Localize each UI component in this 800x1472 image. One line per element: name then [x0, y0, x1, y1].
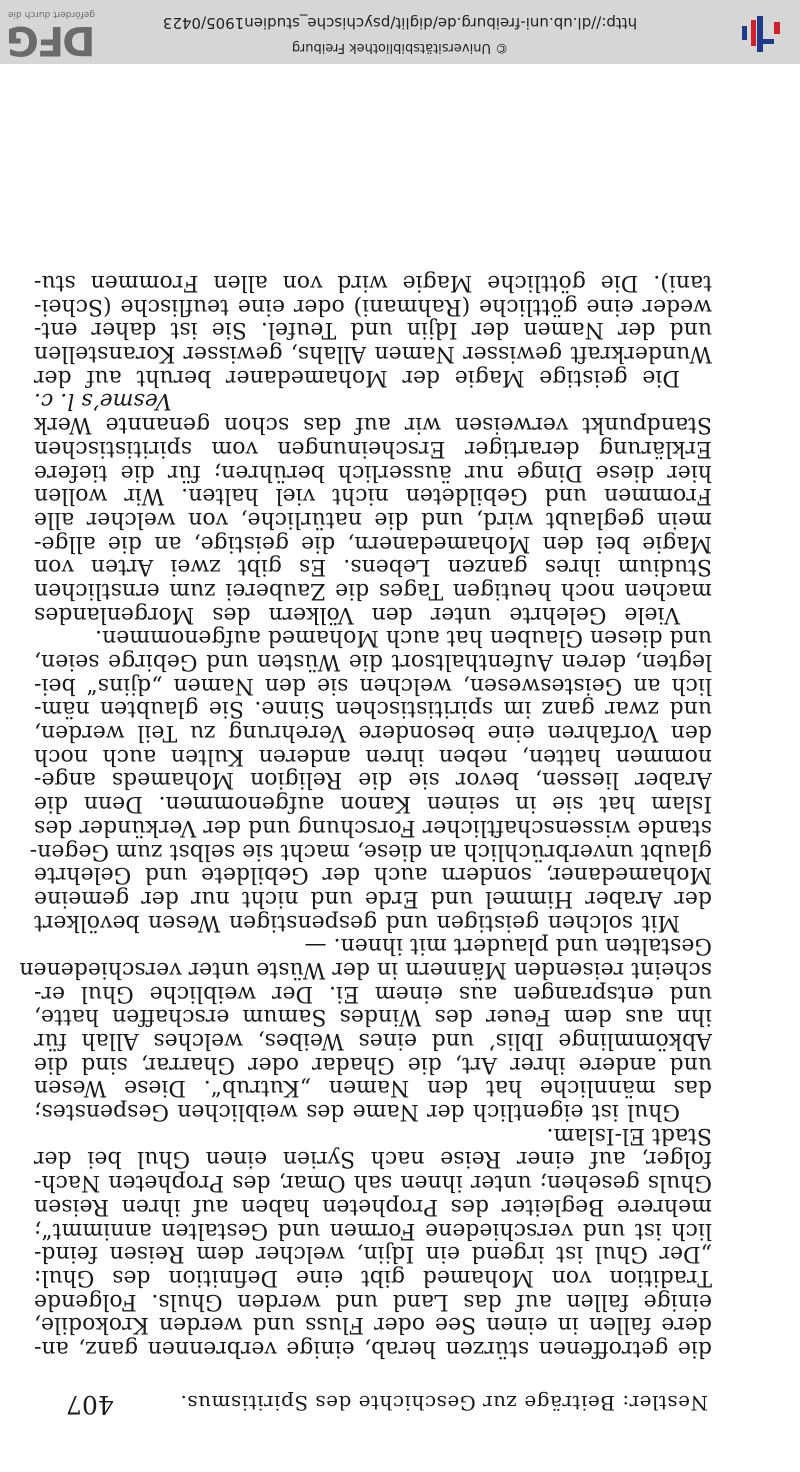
- running-title: Nestler: Beiträge zur Geschichte des Spiritismus.: [180, 1391, 708, 1415]
- text-line: den Vorfahren eine besondere Verehrung zu Teil werden,: [34, 720, 712, 746]
- text-line: Abkömmlinge Iblis’ und eines Weibes, welches Allah für: [34, 1028, 712, 1054]
- text-line: stande wissenschaftlicher Forschung und der Verkünder des: [34, 814, 712, 840]
- text-line: hier diese Dinge nur äusserlich berühren; für die tiefere: [34, 459, 712, 485]
- dfg-letters: DFG: [8, 17, 96, 63]
- text-line: Gestalten und plaudert mit ihnen. —: [304, 933, 712, 959]
- text-line: lich ist und verschiedene Formen und Gestalten annimmt“;: [34, 1217, 712, 1243]
- text-line: Erklärung derartiger Erscheinungen vom spiritistischen: [34, 435, 712, 461]
- text-line: Ghuls gesehen; unter ihnen sah Omar, des Propheten Nach-: [34, 1170, 712, 1196]
- text-line: Wunderkraft gewisser Namen Allahs, gewisser Koranstellen: [34, 341, 712, 367]
- text-line: nommen hatten, neben ihren anderen Kulten auch noch: [34, 743, 712, 769]
- text-line: Studium ihres ganzen Lebens. Es gibt zwei Arten von: [34, 554, 712, 580]
- dfg-tagline: gefördert durch die: [8, 9, 95, 19]
- text-line: einige fallen auf das Land und werden Ghuls. Folgende: [34, 1288, 712, 1314]
- text-line: und entsprangen aus einem Ei. Der weibliche Ghul er-: [34, 980, 712, 1006]
- running-head: [46, 1383, 746, 1423]
- dfg-logo: [8, 4, 100, 63]
- text-line: Frommen und Gebildeten nicht viel halten. Wir wollen: [34, 483, 712, 509]
- text-line: Magie bei den Mohamedanern, die geistige, an die allge-: [34, 530, 712, 556]
- text-line: das männliche hat den Namen „Kutrub“. Diese Wesen: [34, 1075, 712, 1101]
- text-line: Stadt El-Islam.: [546, 1122, 712, 1148]
- text-line: ihn aus dem Feuer des Windes Samum erschaffen hatte,: [34, 1004, 712, 1030]
- source-url-link[interactable]: http://dl.ub.uni-freiburg.de/diglit/psychische_studien1905/0423: [162, 14, 638, 32]
- text-line: und der Namen der Idjin und Teufel. Sie ist daher ent-: [34, 317, 712, 343]
- text-line: Tradition von Mohamed gibt eine Definition des Ghul:: [34, 1264, 712, 1290]
- page-number: 407: [66, 1390, 114, 1419]
- text-line: Vesme’s l. c.: [34, 388, 172, 414]
- text-line: Standpunkt verweisen wir auf das schon genannte Werk: [34, 412, 712, 438]
- body-text: [19, 270, 712, 1361]
- text-line: der Araber Himmel und Erde und nicht nur der gemeine: [34, 885, 712, 911]
- text-line: Araber liessen, bevor sie die Religion Mohameds ange-: [34, 767, 712, 793]
- footer-text: [118, 10, 682, 58]
- text-line: folger, auf einer Reise nach Syrien einen Ghul bei der: [34, 1146, 712, 1172]
- text-line: glaubt unverbrüchlich an diese, macht sie selbst zum Gegen-: [29, 838, 712, 864]
- text-line: Viele Gelehrte unter den Völkern des Morgenlandes: [34, 601, 680, 627]
- text-line: dere fallen in einen See oder Fluss und werden Krokodile,: [34, 1312, 712, 1338]
- text-line: mehrere Begleiter des Propheten haben auf ihren Reisen: [34, 1193, 712, 1219]
- ub-freiburg-logo-icon: [738, 14, 782, 54]
- text-line: Mit solchen geistigen und gespenstigen Wesen bevölkert: [34, 909, 680, 935]
- text-line: legten, deren Aufenthaltsort die Wüsten und Gebirge seien,: [34, 649, 712, 675]
- text-line: Die geistige Magie der Mohamedaner beruht auf der: [34, 364, 680, 390]
- footer-band: [0, 0, 800, 64]
- text-line: Mohamedaner, sondern auch der Gebildete und Gelehrte: [34, 862, 712, 888]
- text-line: machen noch heutigen Tages die Zauberei zum ernstlichen: [34, 578, 712, 603]
- text-line: scheint reisenden Männern in der Wüste unter verschiedenen: [19, 957, 712, 982]
- text-line: Islam hat sie in seinen Kanon aufgenommen. Denn die: [34, 791, 712, 817]
- copyright-text: © Universitätsbibliothek Freiburg: [291, 40, 509, 55]
- text-line: und diesen Glauben hat auch Mohamed aufgenommen.: [95, 625, 712, 651]
- text-line: tani). Die göttliche Magie wird von allen Frommen stu-: [34, 270, 712, 296]
- text-line: Ghul ist eigentlich der Name des weiblichen Gespenstes;: [34, 1099, 680, 1125]
- text-line: und zwar ganz im spiritistischen Sinne. Sie glaubten näm-: [34, 696, 712, 722]
- text-line: lich an Geisteswesen, welchen sie den Namen „djins“ bei-: [34, 672, 712, 698]
- text-line: und andere ihrer Art, die Ghadar oder Gharrar, sind die: [34, 1051, 712, 1077]
- text-line: weder eine göttliche (Rahmani) oder eine teuflische (Schei-: [34, 293, 712, 319]
- text-line: mein geglaubt wird, und die natürliche, von welcher alle: [34, 506, 712, 532]
- text-line: die getroffenen stürzen herab, einige verbrennen ganz, an-: [34, 1336, 712, 1361]
- ub-freiburg-logo-icon: [738, 14, 782, 54]
- text-line: „Der Ghul ist irgend ein Idjin, welcher dem Reisen feind-: [34, 1241, 712, 1267]
